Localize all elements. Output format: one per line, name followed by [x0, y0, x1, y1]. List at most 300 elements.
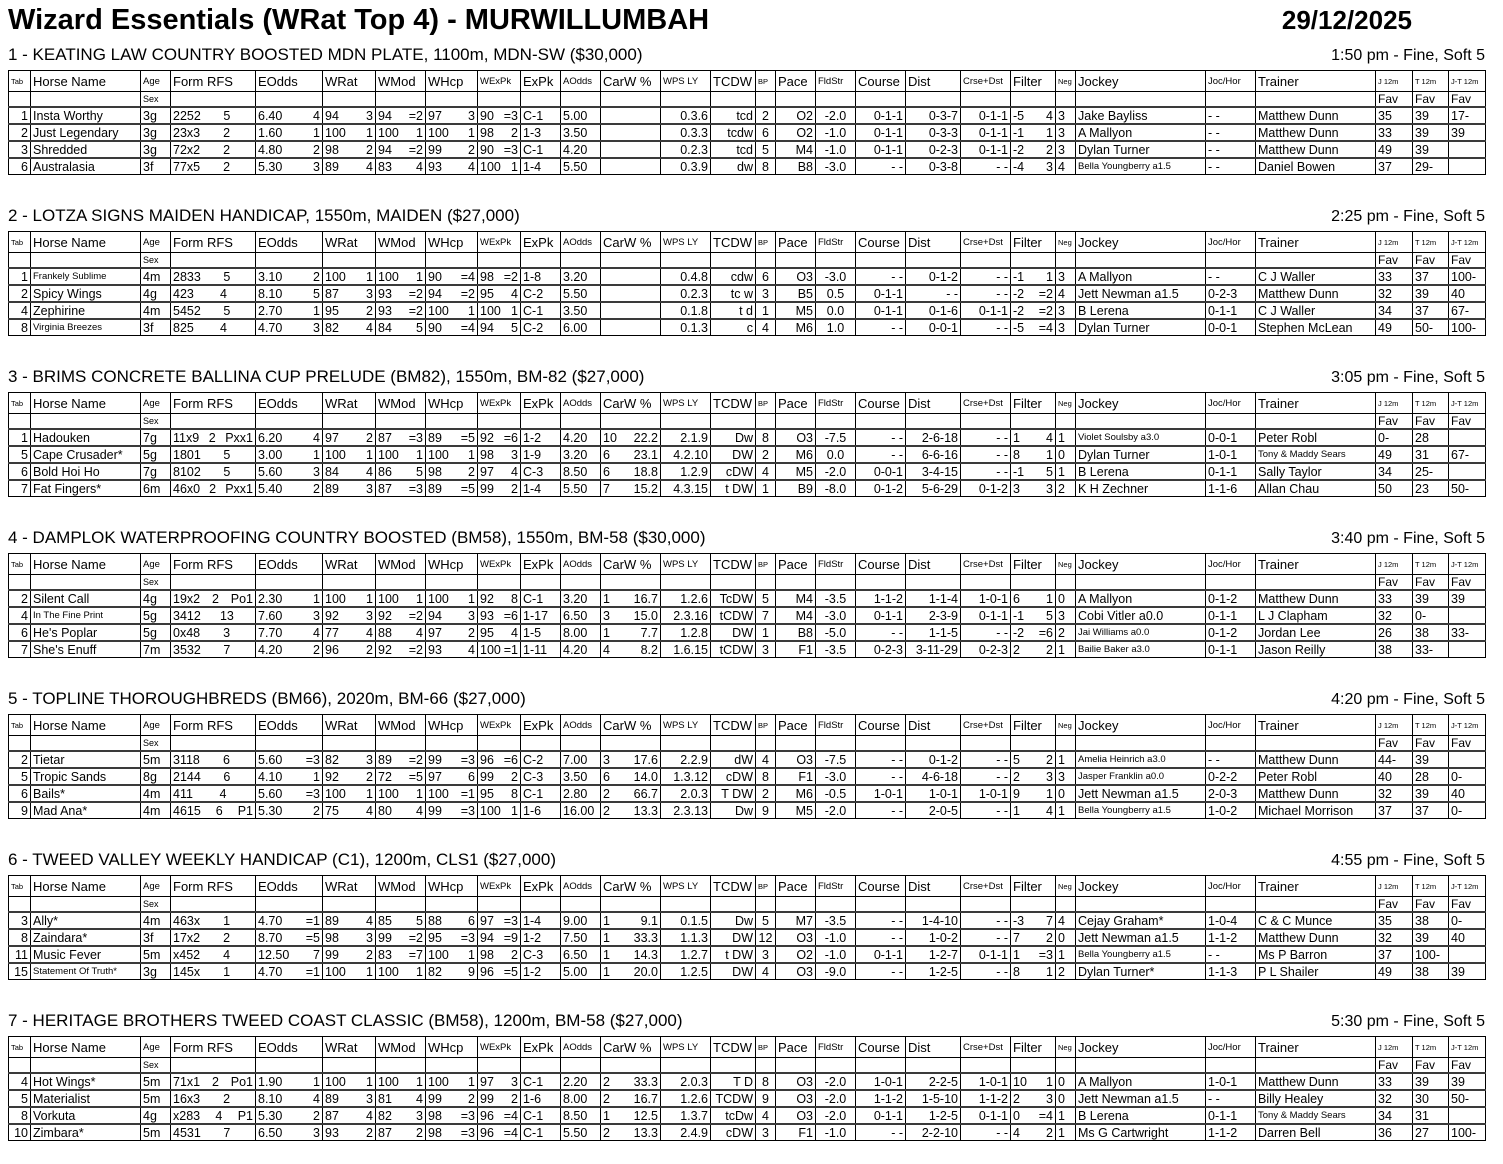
cell-jt12m: 39 — [1449, 590, 1486, 607]
cell-course: 0-1-1 — [856, 302, 906, 319]
col-subheader-tab — [9, 92, 31, 108]
cell-bp: 2 — [756, 785, 776, 802]
cell-carw: 3 17.6 — [601, 751, 661, 768]
cell-dist: 4-6-18 — [906, 768, 961, 785]
cell-wexpk: 94 =9 — [478, 929, 521, 946]
table-row — [9, 929, 1486, 946]
cell-jochor: 0-1-1 — [1206, 463, 1256, 480]
cell-wmod: 84 5 — [376, 319, 426, 336]
cell-aodds: 7.50 — [561, 929, 601, 946]
cell-t12m: 39 — [1413, 124, 1449, 141]
cell-age: 4m — [141, 785, 171, 802]
cell-crsedst: - - — [961, 624, 1011, 641]
cell-wpsly: 1.2.7 — [661, 946, 711, 963]
cell-whcp: 90 =4 — [426, 319, 478, 336]
cell-jt12m — [1449, 607, 1486, 624]
cell-age: 4g — [141, 285, 171, 302]
cell-jockey: Jai Williams a0.0 — [1076, 624, 1206, 641]
cell-whcp: 97 2 — [426, 624, 478, 641]
cell-carw: 10 22.2 — [601, 429, 661, 446]
cell-tcdw: c — [711, 319, 756, 336]
col-header-course: Course — [856, 876, 906, 897]
col-subheader-jochor — [1206, 414, 1256, 430]
cell-fldstr: -3.5 — [816, 912, 856, 929]
col-header-neg: Neg — [1056, 715, 1076, 736]
cell-dist: 1-1-4 — [906, 590, 961, 607]
col-header-carw: CarW % — [601, 232, 661, 253]
col-header-jockey: Jockey — [1076, 393, 1206, 414]
cell-fldstr: -2.0 — [816, 802, 856, 819]
cell-carw: 1 33.3 — [601, 929, 661, 946]
cell-j12m: 26 — [1376, 624, 1413, 641]
cell-aodds: 4.20 — [561, 429, 601, 446]
col-subheader-trainer — [1256, 897, 1376, 913]
cell-jt12m: 100- — [1449, 319, 1486, 336]
cell-trainer: Tony & Maddy Sears — [1256, 446, 1376, 463]
cell-wmod: 87 2 — [376, 1124, 426, 1141]
cell-jochor: 1-0-1 — [1206, 446, 1256, 463]
cell-carw — [601, 141, 661, 158]
cell-carw: 2 66.7 — [601, 785, 661, 802]
cell-wmod: 87 =3 — [376, 429, 426, 446]
col-subheader-pace — [776, 92, 816, 108]
cell-wrat: 94 3 — [323, 107, 376, 124]
cell-t12m: 37 — [1413, 802, 1449, 819]
col-subheader-expk — [521, 253, 561, 269]
cell-jt12m: 39 — [1449, 124, 1486, 141]
col-subheader-bp — [756, 414, 776, 430]
col-subheader-aodds — [561, 736, 601, 752]
cell-pace: O3 — [776, 751, 816, 768]
cell-bp: 9 — [756, 802, 776, 819]
col-subheader-carw — [601, 575, 661, 591]
col-header-j12m: J 12m — [1376, 554, 1413, 575]
race-header — [8, 689, 1485, 709]
cell-form: 1801 5 — [171, 446, 256, 463]
col-subheader-age: Sex — [141, 92, 171, 108]
column-header-row — [9, 876, 1486, 897]
cell-jochor: - - — [1206, 107, 1256, 124]
col-header-pace: Pace — [776, 71, 816, 92]
column-subheader-row — [9, 897, 1486, 913]
cell-crsedst: - - — [961, 751, 1011, 768]
col-subheader-wmod — [376, 253, 426, 269]
cell-horse: She's Enuff — [31, 641, 141, 658]
cell-neg: 3 — [1056, 107, 1076, 124]
col-header-whcp: WHcp — [426, 876, 478, 897]
col-header-trainer: Trainer — [1256, 1037, 1376, 1058]
cell-fldstr: 0.0 — [816, 302, 856, 319]
cell-form: 411 4 — [171, 785, 256, 802]
col-header-wmod: WMod — [376, 876, 426, 897]
col-subheader-wexpk — [478, 897, 521, 913]
col-subheader-whcp — [426, 897, 478, 913]
cell-jochor: 0-2-3 — [1206, 285, 1256, 302]
cell-course: 0-1-1 — [856, 1107, 906, 1124]
table-row — [9, 802, 1486, 819]
cell-course: 0-1-1 — [856, 607, 906, 624]
cell-t12m: 29- — [1413, 158, 1449, 175]
col-header-carw: CarW % — [601, 71, 661, 92]
cell-whcp: 100 1 — [426, 590, 478, 607]
col-header-wpsly: WPS LY — [661, 876, 711, 897]
col-header-j12m: J 12m — [1376, 876, 1413, 897]
cell-course: - - — [856, 446, 906, 463]
col-subheader-wmod — [376, 92, 426, 108]
cell-t12m: 39 — [1413, 107, 1449, 124]
cell-whcp: 98 =3 — [426, 1124, 478, 1141]
col-header-tab: Tab — [9, 554, 31, 575]
cell-horse: Shredded — [31, 141, 141, 158]
col-subheader-expk — [521, 92, 561, 108]
cell-jockey: B Lerena — [1076, 1107, 1206, 1124]
race-header — [8, 1011, 1485, 1031]
cell-wpsly: 1.2.9 — [661, 463, 711, 480]
cell-tab: 3 — [9, 141, 31, 158]
col-subheader-expk — [521, 897, 561, 913]
col-header-form: Form RFS — [171, 1037, 256, 1058]
race-title: 3 - BRIMS CONCRETE BALLINA CUP PRELUDE (BM82), 1550m, BM-82 ($27,000) — [8, 367, 645, 386]
cell-jt12m — [1449, 463, 1486, 480]
cell-wexpk: 95 4 — [478, 624, 521, 641]
col-header-t12m: T 12m — [1413, 715, 1449, 736]
cell-carw: 1 12.5 — [601, 1107, 661, 1124]
col-subheader-course — [856, 1058, 906, 1074]
cell-crsedst: 0-1-1 — [961, 124, 1011, 141]
cell-tab: 9 — [9, 802, 31, 819]
race-title: 6 - TWEED VALLEY WEEKLY HANDICAP (C1), 1200m, CLS1 ($27,000) — [8, 850, 557, 869]
cell-form: 11x9 2 Pxx1 — [171, 429, 256, 446]
col-header-jt12m: J-T 12m — [1449, 232, 1486, 253]
cell-trainer: Sally Taylor — [1256, 463, 1376, 480]
cell-fldstr: -1.0 — [816, 124, 856, 141]
cell-eodds: 7.70 4 — [256, 624, 323, 641]
cell-wrat: 95 2 — [323, 302, 376, 319]
cell-t12m: 28 — [1413, 768, 1449, 785]
cell-jockey: K H Zechner — [1076, 480, 1206, 497]
cell-crsedst: 0-1-1 — [961, 946, 1011, 963]
col-header-j12m: J 12m — [1376, 1037, 1413, 1058]
race-section — [8, 45, 1503, 175]
cell-jockey: Ms G Cartwright — [1076, 1124, 1206, 1141]
cell-jochor: 1-1-3 — [1206, 963, 1256, 980]
cell-pace: M6 — [776, 785, 816, 802]
col-header-wexpk: WExPk — [478, 71, 521, 92]
cell-trainer: Ms P Barron — [1256, 946, 1376, 963]
cell-jockey: Jake Bayliss — [1076, 107, 1206, 124]
cell-whcp: 99 2 — [426, 141, 478, 158]
col-header-wmod: WMod — [376, 715, 426, 736]
cell-tab: 4 — [9, 607, 31, 624]
cell-eodds: 5.60 =3 — [256, 785, 323, 802]
cell-crsedst: - - — [961, 912, 1011, 929]
cell-wrat: 99 2 — [323, 946, 376, 963]
cell-tab: 2 — [9, 285, 31, 302]
cell-form: 4531 7 — [171, 1124, 256, 1141]
cell-filter: -1 1 — [1011, 124, 1056, 141]
cell-course: 0-2-3 — [856, 641, 906, 658]
cell-whcp: 82 9 — [426, 963, 478, 980]
col-subheader-course — [856, 575, 906, 591]
cell-jochor: 2-0-3 — [1206, 785, 1256, 802]
col-subheader-crsedst — [961, 92, 1011, 108]
col-subheader-trainer — [1256, 92, 1376, 108]
cell-tab: 8 — [9, 929, 31, 946]
col-header-tcdw: TCDW — [711, 71, 756, 92]
col-header-jockey: Jockey — [1076, 554, 1206, 575]
cell-jochor: 1-1-2 — [1206, 1124, 1256, 1141]
col-subheader-jt12m: Fav — [1449, 253, 1486, 269]
col-header-age: Age — [141, 393, 171, 414]
cell-age: 5g — [141, 624, 171, 641]
cell-crsedst: - - — [961, 963, 1011, 980]
col-subheader-jockey — [1076, 1058, 1206, 1074]
cell-age: 3g — [141, 124, 171, 141]
col-subheader-neg — [1056, 92, 1076, 108]
cell-neg: 3 — [1056, 302, 1076, 319]
table-row — [9, 1107, 1486, 1124]
col-header-jt12m: J-T 12m — [1449, 715, 1486, 736]
col-subheader-j12m: Fav — [1376, 736, 1413, 752]
cell-carw — [601, 302, 661, 319]
cell-tcdw: tcd — [711, 141, 756, 158]
cell-bp: 6 — [756, 268, 776, 285]
cell-jochor: 1-1-2 — [1206, 929, 1256, 946]
cell-t12m: 31 — [1413, 1107, 1449, 1124]
cell-course: 0-1-1 — [856, 124, 906, 141]
cell-wpsly: 1.2.6 — [661, 1090, 711, 1107]
col-header-wrat: WRat — [323, 554, 376, 575]
cell-carw — [601, 158, 661, 175]
cell-filter: 2 3 — [1011, 768, 1056, 785]
col-header-bp: BP — [756, 393, 776, 414]
cell-j12m: 34 — [1376, 302, 1413, 319]
col-subheader-carw — [601, 92, 661, 108]
cell-wpsly: 0.2.3 — [661, 141, 711, 158]
cell-form: 3532 7 — [171, 641, 256, 658]
cell-trainer: P L Shailer — [1256, 963, 1376, 980]
race-table — [8, 714, 1486, 819]
col-header-eodds: EOdds — [256, 715, 323, 736]
col-subheader-jochor — [1206, 575, 1256, 591]
col-header-trainer: Trainer — [1256, 554, 1376, 575]
col-subheader-bp — [756, 897, 776, 913]
cell-trainer: C J Waller — [1256, 268, 1376, 285]
cell-fldstr: -3.5 — [816, 590, 856, 607]
col-header-carw: CarW % — [601, 393, 661, 414]
cell-horse: Zimbara* — [31, 1124, 141, 1141]
cell-wmod: 93 =2 — [376, 285, 426, 302]
cell-fldstr: -2.0 — [816, 1107, 856, 1124]
col-subheader-bp — [756, 736, 776, 752]
cell-eodds: 3.00 1 — [256, 446, 323, 463]
cell-whcp: 100 1 — [426, 124, 478, 141]
cell-jockey: Bailie Baker a3.0 — [1076, 641, 1206, 658]
col-subheader-form — [171, 575, 256, 591]
cell-horse: Materialist — [31, 1090, 141, 1107]
cell-jt12m — [1449, 158, 1486, 175]
cell-tcdw: dW — [711, 751, 756, 768]
cell-j12m: 49 — [1376, 446, 1413, 463]
col-header-crsedst: Crse+Dst — [961, 393, 1011, 414]
col-subheader-jt12m: Fav — [1449, 575, 1486, 591]
cell-filter: 1 =3 — [1011, 946, 1056, 963]
cell-eodds: 5.60 =3 — [256, 751, 323, 768]
cell-wpsly: 1.2.8 — [661, 624, 711, 641]
col-subheader-jt12m: Fav — [1449, 736, 1486, 752]
cell-wpsly: 0.3.9 — [661, 158, 711, 175]
col-header-tab: Tab — [9, 71, 31, 92]
col-header-whcp: WHcp — [426, 554, 478, 575]
cell-wexpk: 98 2 — [478, 946, 521, 963]
col-header-wmod: WMod — [376, 1037, 426, 1058]
cell-tcdw: DW — [711, 446, 756, 463]
cell-pace: F1 — [776, 768, 816, 785]
table-row — [9, 624, 1486, 641]
cell-wrat: 89 4 — [323, 912, 376, 929]
cell-jochor: 1-1-6 — [1206, 480, 1256, 497]
cell-bp: 8 — [756, 768, 776, 785]
cell-wexpk: 92 =6 — [478, 429, 521, 446]
cell-horse: Fat Fingers* — [31, 480, 141, 497]
cell-j12m: 49 — [1376, 141, 1413, 158]
col-header-filter: Filter — [1011, 232, 1056, 253]
cell-tab: 6 — [9, 785, 31, 802]
cell-j12m: 37 — [1376, 946, 1413, 963]
cell-wmod: 93 =2 — [376, 302, 426, 319]
page-title: Wizard Essentials (WRat Top 4) - MURWILLUMBAH — [8, 4, 710, 36]
col-subheader-whcp — [426, 414, 478, 430]
cell-wrat: 96 2 — [323, 641, 376, 658]
cell-wexpk: 93 =6 — [478, 607, 521, 624]
cell-wexpk: 99 2 — [478, 768, 521, 785]
col-subheader-wpsly — [661, 575, 711, 591]
cell-fldstr: 0.0 — [816, 446, 856, 463]
cell-jt12m — [1449, 641, 1486, 658]
cell-trainer: Matthew Dunn — [1256, 124, 1376, 141]
col-subheader-wexpk — [478, 575, 521, 591]
col-subheader-carw — [601, 897, 661, 913]
race-table — [8, 1036, 1486, 1141]
cell-wpsly: 1.2.5 — [661, 963, 711, 980]
cell-wexpk: 100 1 — [478, 302, 521, 319]
cell-fldstr: -3.0 — [816, 158, 856, 175]
col-subheader-jt12m: Fav — [1449, 92, 1486, 108]
col-header-pace: Pace — [776, 876, 816, 897]
col-subheader-jockey — [1076, 92, 1206, 108]
cell-filter: 1 4 — [1011, 429, 1056, 446]
cell-whcp: 100 1 — [426, 446, 478, 463]
cell-dist: 1-4-10 — [906, 912, 961, 929]
cell-tab: 11 — [9, 946, 31, 963]
cell-aodds: 9.00 — [561, 912, 601, 929]
cell-pace: M6 — [776, 446, 816, 463]
cell-wrat: 100 1 — [323, 590, 376, 607]
col-subheader-jt12m: Fav — [1449, 897, 1486, 913]
col-header-wrat: WRat — [323, 393, 376, 414]
col-subheader-age: Sex — [141, 897, 171, 913]
cell-bp: 3 — [756, 1124, 776, 1141]
col-header-wexpk: WExPk — [478, 876, 521, 897]
col-subheader-horse — [31, 414, 141, 430]
cell-wpsly: 0.2.3 — [661, 285, 711, 302]
col-header-filter: Filter — [1011, 554, 1056, 575]
col-subheader-dist — [906, 414, 961, 430]
cell-form: 72x2 2 — [171, 141, 256, 158]
cell-pace: O3 — [776, 1107, 816, 1124]
cell-wexpk: 95 8 — [478, 785, 521, 802]
cell-aodds: 4.20 — [561, 641, 601, 658]
cell-aodds: 5.50 — [561, 158, 601, 175]
col-subheader-wmod — [376, 414, 426, 430]
cell-horse: Statement Of Truth* — [31, 963, 141, 980]
cell-horse: Cape Crusader* — [31, 446, 141, 463]
col-subheader-dist — [906, 736, 961, 752]
cell-jt12m: 67- — [1449, 446, 1486, 463]
cell-tcdw: cDW — [711, 463, 756, 480]
cell-horse: Zaindara* — [31, 929, 141, 946]
race-header — [8, 367, 1485, 387]
col-header-t12m: T 12m — [1413, 232, 1449, 253]
col-header-pace: Pace — [776, 1037, 816, 1058]
cell-expk: C-1 — [521, 1124, 561, 1141]
cell-pace: M4 — [776, 607, 816, 624]
cell-trainer: Stephen McLean — [1256, 319, 1376, 336]
cell-pace: B8 — [776, 624, 816, 641]
table-row — [9, 124, 1486, 141]
cell-horse: Virginia Breezes — [31, 319, 141, 336]
cell-t12m: 39 — [1413, 751, 1449, 768]
col-header-expk: ExPk — [521, 71, 561, 92]
cell-carw — [601, 319, 661, 336]
col-header-dist: Dist — [906, 71, 961, 92]
col-header-neg: Neg — [1056, 71, 1076, 92]
cell-age: 7g — [141, 429, 171, 446]
cell-wpsly: 0.3.3 — [661, 124, 711, 141]
col-header-j12m: J 12m — [1376, 393, 1413, 414]
column-header-row — [9, 232, 1486, 253]
cell-neg: 0 — [1056, 929, 1076, 946]
cell-aodds: 5.00 — [561, 107, 601, 124]
cell-wmod: 100 1 — [376, 963, 426, 980]
cell-age: 3f — [141, 158, 171, 175]
cell-filter: 2 3 — [1011, 1090, 1056, 1107]
col-header-aodds: AOdds — [561, 71, 601, 92]
cell-filter: -4 3 — [1011, 158, 1056, 175]
table-row — [9, 641, 1486, 658]
col-subheader-t12m: Fav — [1413, 253, 1449, 269]
cell-horse: Music Fever — [31, 946, 141, 963]
col-header-dist: Dist — [906, 554, 961, 575]
cell-j12m: 44- — [1376, 751, 1413, 768]
cell-tcdw: t d — [711, 302, 756, 319]
cell-course: - - — [856, 1124, 906, 1141]
col-header-age: Age — [141, 554, 171, 575]
cell-neg: 0 — [1056, 785, 1076, 802]
race-title: 5 - TOPLINE THOROUGHBREDS (BM66), 2020m, BM-66 ($27,000) — [8, 689, 526, 708]
cell-form: 8102 5 — [171, 463, 256, 480]
col-subheader-age: Sex — [141, 1058, 171, 1074]
cell-expk: C-2 — [521, 319, 561, 336]
cell-eodds: 2.30 1 — [256, 590, 323, 607]
cell-jochor: 1-0-2 — [1206, 802, 1256, 819]
cell-t12m: 100- — [1413, 946, 1449, 963]
cell-tcdw: DW — [711, 963, 756, 980]
cell-dist: 3-4-15 — [906, 463, 961, 480]
col-subheader-crsedst — [961, 736, 1011, 752]
col-subheader-wmod — [376, 1058, 426, 1074]
table-row — [9, 463, 1486, 480]
